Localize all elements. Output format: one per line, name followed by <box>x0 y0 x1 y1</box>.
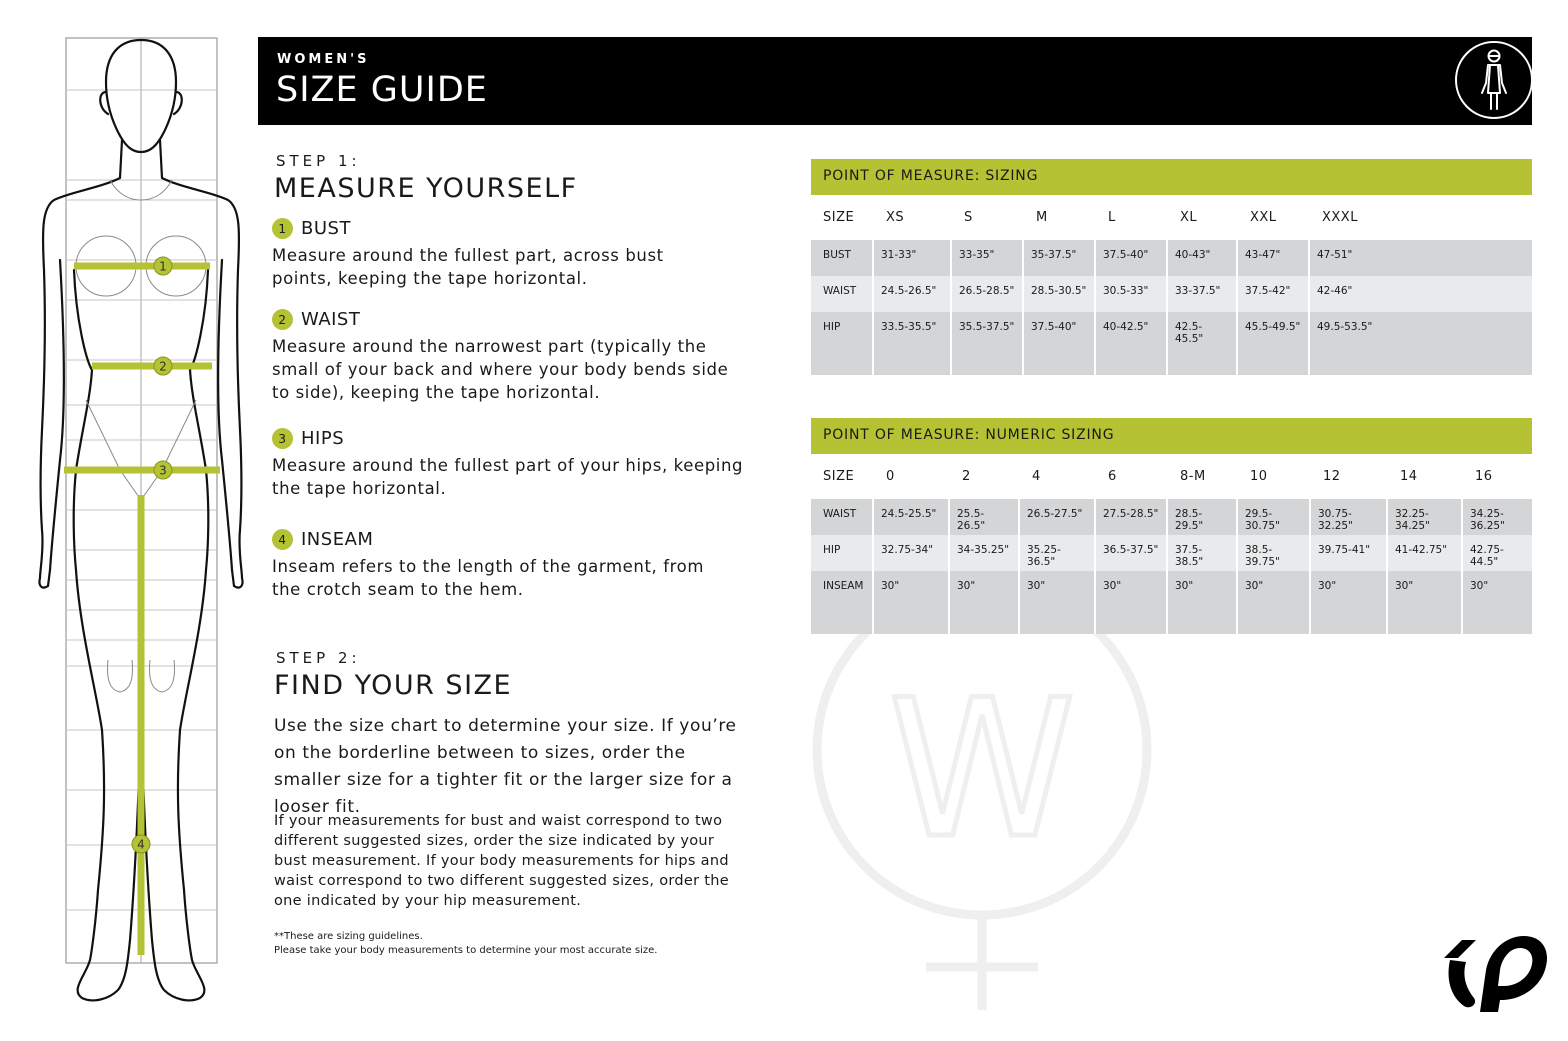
item-label: HIPS <box>301 428 345 449</box>
table-cell: 49.5-53.5" <box>1310 312 1532 375</box>
badge-2: 2 <box>272 309 293 330</box>
row-label: INSEAM <box>811 571 874 634</box>
column-header: 8-M <box>1180 469 1206 484</box>
table-cell: 33.5-35.5" <box>874 312 952 375</box>
table-cell: 35.5-37.5" <box>952 312 1024 375</box>
female-symbol-watermark <box>808 590 1158 1020</box>
watermark-letter: W <box>888 659 1076 880</box>
table-row <box>811 571 1532 634</box>
sizing-table <box>811 159 1532 375</box>
column-header: XXL <box>1250 210 1277 225</box>
item-inseam-heading <box>272 529 373 550</box>
badge-1: 1 <box>272 218 293 239</box>
item-bust-heading <box>272 218 351 239</box>
table-cell: 24.5-25.5" <box>874 499 950 535</box>
table-cell: 32.75-34" <box>874 535 950 571</box>
table-row <box>811 499 1532 535</box>
table-cell: 41-42.75" <box>1388 535 1463 571</box>
table-cell: 45.5-49.5" <box>1238 312 1310 375</box>
table-cell: 30" <box>1388 571 1463 634</box>
table-cell: 35-37.5" <box>1024 240 1096 276</box>
page-title: SIZE GUIDE <box>276 70 488 110</box>
item-hips-text: Measure around the fullest part of your hips, keeping the tape horizontal. <box>272 456 744 498</box>
row-label: HIP <box>811 535 874 571</box>
table-cell: 24.5-26.5" <box>874 276 952 312</box>
table-row <box>811 240 1532 276</box>
header-banner <box>258 37 1532 125</box>
table-cell: 26.5-27.5" <box>1020 499 1096 535</box>
column-header: XXXL <box>1322 210 1358 225</box>
badge-4: 4 <box>272 529 293 550</box>
table-cell: 37.5-38.5" <box>1168 535 1238 571</box>
table-cell: 30" <box>874 571 950 634</box>
item-label: INSEAM <box>301 529 374 550</box>
column-header: 10 <box>1250 469 1268 484</box>
item-waist-heading <box>272 309 360 330</box>
table-cell: 37.5-40" <box>1096 240 1168 276</box>
column-header: 2 <box>962 469 971 484</box>
column-header: XL <box>1180 210 1198 225</box>
column-header: SIZE <box>823 210 855 225</box>
table-cell: 34.25-36.25" <box>1463 499 1532 535</box>
table-cell: 31-33" <box>874 240 952 276</box>
table-cell: 37.5-40" <box>1024 312 1096 375</box>
table-cell: 40-42.5" <box>1096 312 1168 375</box>
step2-note-paragraph: If your measurements for bust and waist correspond to two different suggested sizes, order the size indicated by your bust measurement. If your body measurements for hips and waist correspond to two different suggested sizes, order the one indicated by your hip measurement. <box>274 813 729 909</box>
table-cell: 30" <box>1020 571 1096 634</box>
table-cell: 30" <box>1311 571 1388 634</box>
numeric-table-header <box>811 454 1532 499</box>
sizing-table-body <box>811 240 1532 375</box>
table-cell: 42.75-44.5" <box>1463 535 1532 571</box>
table-cell: 36.5-37.5" <box>1096 535 1168 571</box>
figure-marker-label: 2 <box>159 359 167 374</box>
table-cell: 33-35" <box>952 240 1024 276</box>
step1-kicker: STEP 1: <box>276 152 361 170</box>
table-cell: 30" <box>1463 571 1532 634</box>
step2-title: FIND YOUR SIZE <box>274 670 513 701</box>
numeric-table-title: POINT OF MEASURE: NUMERIC SIZING <box>811 418 1532 454</box>
table-cell: 37.5-42" <box>1238 276 1310 312</box>
figure-marker-label: 3 <box>159 463 167 478</box>
row-label: BUST <box>811 240 874 276</box>
table-cell: 32.25-34.25" <box>1388 499 1463 535</box>
table-row <box>811 312 1532 375</box>
table-cell: 40-43" <box>1168 240 1238 276</box>
item-hips-heading <box>272 428 344 449</box>
table-cell: 33-37.5" <box>1168 276 1238 312</box>
table-cell: 30.75-32.25" <box>1311 499 1388 535</box>
column-header: 12 <box>1323 469 1341 484</box>
column-header: S <box>964 210 973 225</box>
item-bust-text: Measure around the fullest part, across bust points, keeping the tape horizontal. <box>272 246 664 288</box>
item-waist-text: Measure around the narrowest part (typically the small of your back and where your body bends side to side), keeping the tape horizontal. <box>272 337 729 402</box>
step2-kicker: STEP 2: <box>276 649 361 667</box>
column-header: 4 <box>1032 469 1041 484</box>
numeric-sizing-table <box>811 418 1532 634</box>
table-cell: 39.75-41" <box>1311 535 1388 571</box>
column-header: M <box>1036 210 1048 225</box>
column-header: XS <box>886 210 905 225</box>
item-label: BUST <box>301 218 351 239</box>
column-header: 6 <box>1108 469 1117 484</box>
table-cell: 30" <box>950 571 1020 634</box>
guideline-note: **These are sizing guidelines. <box>274 931 423 942</box>
table-cell: 30" <box>1096 571 1168 634</box>
table-cell: 29.5-30.75" <box>1238 499 1311 535</box>
badge-3: 3 <box>272 428 293 449</box>
sizing-table-header <box>811 195 1532 240</box>
table-row <box>811 276 1532 312</box>
table-cell: 47-51" <box>1310 240 1532 276</box>
row-label: HIP <box>811 312 874 375</box>
column-header: 16 <box>1475 469 1493 484</box>
row-label: WAIST <box>811 499 874 535</box>
figure-marker-label: 4 <box>137 837 145 852</box>
header-kicker: WOMEN'S <box>277 52 370 67</box>
brand-logo-icon <box>1440 930 1552 1016</box>
item-inseam-text: Inseam refers to the length of the garment, from the crotch seam to the hem. <box>272 557 705 599</box>
table-cell: 43-47" <box>1238 240 1310 276</box>
guideline-note-2: Please take your body measurements to determine your most accurate size. <box>274 945 658 956</box>
figure-marker-label: 1 <box>159 259 167 274</box>
table-cell: 26.5-28.5" <box>952 276 1024 312</box>
column-header: L <box>1108 210 1116 225</box>
table-cell: 30.5-33" <box>1096 276 1168 312</box>
table-cell: 25.5-26.5" <box>950 499 1020 535</box>
sizing-table-title: POINT OF MEASURE: SIZING <box>811 159 1532 195</box>
table-cell: 28.5-30.5" <box>1024 276 1096 312</box>
table-cell: 28.5-29.5" <box>1168 499 1238 535</box>
column-header: 14 <box>1400 469 1418 484</box>
woman-icon <box>1454 39 1534 121</box>
table-cell: 42-46" <box>1310 276 1532 312</box>
column-header: SIZE <box>823 469 855 484</box>
row-label: WAIST <box>811 276 874 312</box>
table-cell: 30" <box>1168 571 1238 634</box>
numeric-table-body <box>811 499 1532 634</box>
column-header: 0 <box>886 469 895 484</box>
table-cell: 30" <box>1238 571 1311 634</box>
table-cell: 34-35.25" <box>950 535 1020 571</box>
table-cell: 42.5-45.5" <box>1168 312 1238 375</box>
table-cell: 38.5-39.75" <box>1238 535 1311 571</box>
table-cell: 27.5-28.5" <box>1096 499 1168 535</box>
table-cell: 35.25-36.5" <box>1020 535 1096 571</box>
body-measurement-figure <box>30 30 260 1010</box>
item-label: WAIST <box>301 309 361 330</box>
table-row <box>811 535 1532 571</box>
step2-paragraph: Use the size chart to determine your size. If you’re on the borderline between to sizes, order the smaller size for a tighter fit or the larger size for a looser fit. <box>274 716 737 817</box>
step1-title: MEASURE YOURSELF <box>274 173 578 204</box>
